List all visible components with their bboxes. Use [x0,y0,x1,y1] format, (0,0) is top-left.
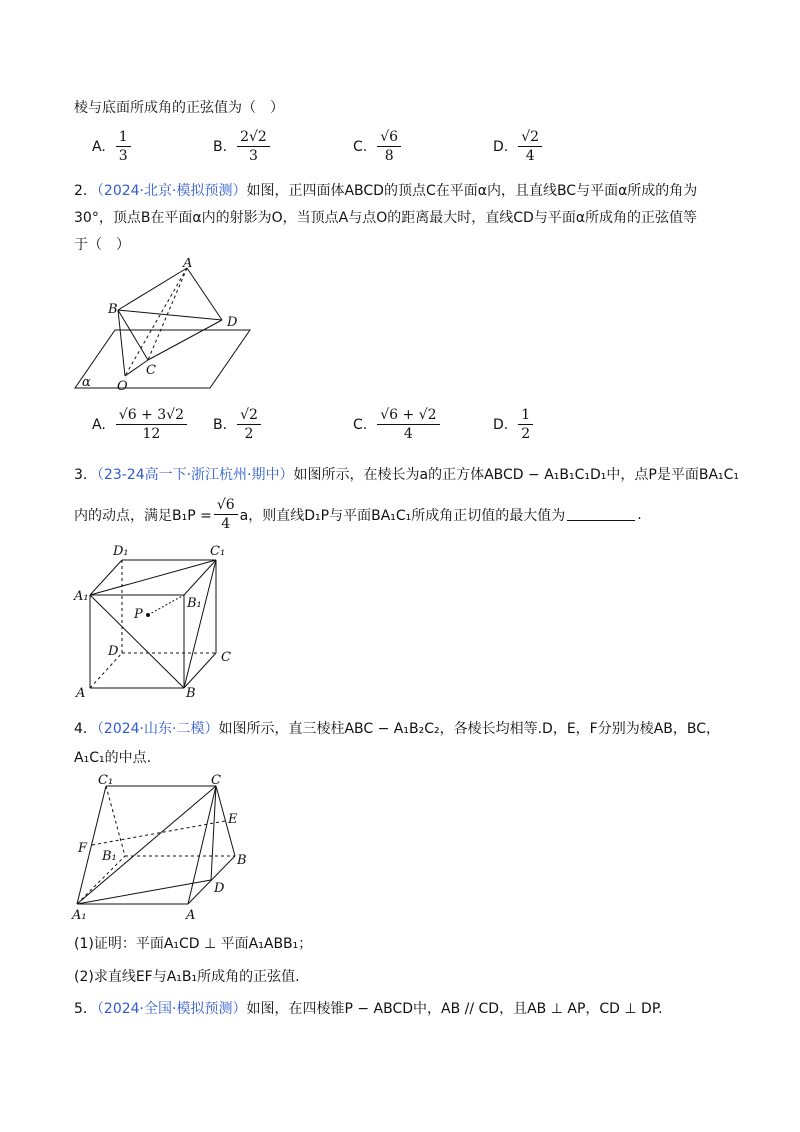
option-letter: B. [213,138,228,155]
q2-line1 [74,180,697,200]
denominator: 2 [244,426,254,442]
question-number: 3． [74,467,97,483]
question-text: 内的动点，满足B₁P = [74,507,212,524]
option-letter: C. [353,416,368,433]
option-fraction [237,128,270,165]
edge-ba [118,268,187,310]
numerator: √2 [237,406,261,425]
label-a: A [76,686,86,700]
question-source: （2024·北京·模拟预测） [96,183,247,199]
question-source: （2024·山东·二模） [96,721,219,737]
q1-option-d[interactable] [493,128,542,165]
question-number: 2． [74,183,97,199]
denominator: 4 [525,148,535,164]
option-fraction [237,406,261,443]
numerator: √6 + 3√2 [116,406,187,425]
label-c1: C₁ [98,773,114,788]
label-b: B [108,302,118,317]
numerator: √2 [518,128,542,147]
label-d: D [108,644,119,659]
question-number: 4． [74,721,97,737]
denominator: 4 [221,516,231,532]
label-a: A [183,258,193,271]
label-c: C [146,363,156,378]
edge-bd [118,310,222,320]
point-p [146,613,150,617]
q2-option-b[interactable] [213,406,261,443]
option-fraction [116,128,131,165]
edge-ac [148,268,187,360]
edge-ad [187,268,222,320]
denominator: 12 [142,426,161,442]
q1-stem-tail: 棱与底面所成角的正弦值为（ ） [74,100,284,116]
option-fraction [518,128,542,165]
option-letter: A. [92,138,106,155]
question-text: . [637,506,642,523]
label-c1: C₁ [210,544,226,559]
option-letter: C. [353,138,368,155]
option-fraction [377,406,439,443]
denominator: 3 [248,148,258,164]
edge-a1-d1 [90,560,122,595]
label-d1: D₁ [113,544,129,559]
denominator: 4 [403,426,413,442]
question-source: （2024·全国·模拟预测） [96,1001,247,1017]
numerator: √6 [214,496,238,515]
diagonal-a1-c1 [90,560,216,595]
label-d: D [214,881,225,896]
q2-option-d[interactable] [493,406,533,443]
segment-p-b1 [148,595,184,615]
denominator: 8 [384,148,394,164]
label-a1: A₁ [72,908,87,922]
option-fraction [116,406,187,443]
label-b: B [237,853,247,868]
edge-c1-b1 [106,786,125,856]
q1-option-a[interactable] [92,128,131,165]
option-fraction [377,128,401,165]
q3-line1 [74,464,739,484]
answer-blank[interactable] [567,508,635,521]
label-c: C [221,650,231,665]
plane-alpha [75,330,250,388]
segment-ao [125,268,187,376]
numerator: √6 [377,128,401,147]
numerator: √6 + √2 [377,406,439,425]
label-b1: B₁ [187,596,202,611]
denominator: 2 [521,426,531,442]
q3-line2 [74,496,642,533]
question-text: 如图，在四棱锥P − ABCD中，AB // CD，且AB ⊥ AP，CD ⊥ DP. [246,1001,663,1017]
q2-option-a[interactable] [92,406,187,443]
q3-cube-figure [70,540,250,700]
question-number: 5． [74,1001,97,1017]
option-letter: D. [493,138,509,155]
numerator: 1 [116,128,131,147]
q2-tetrahedron-figure [70,258,270,398]
question-text: 如图所示，在棱长为a的正方体ABCD − A₁B₁C₁D₁中，点P是平面BA₁C₁ [293,467,740,483]
label-c: C [211,773,221,788]
numerator: 1 [518,406,533,425]
label-e: E [228,812,238,827]
label-d: D [227,315,238,330]
option-fraction [518,406,533,443]
q5-line1 [74,998,663,1018]
denominator: 3 [118,148,128,164]
q2-line3: 于（ ） [74,237,130,253]
q2-line2: 30°，顶点B在平面α内的射影为O，当顶点A与点O的距离最大时，直线CD与平面α所成角的正弦值等 [74,210,698,226]
diagonal-c1-b [184,560,216,688]
segment-d-c [211,786,216,880]
edge-cd [148,320,222,360]
q2-option-c[interactable] [353,406,440,443]
label-b1: B₁ [102,849,117,864]
option-letter: A. [92,416,106,433]
question-text: 如图所示，直三棱柱ABC − A₁B₂C₂，各棱长均相等.D，E，F分别为棱AB，BC， [218,721,721,737]
label-a1: A₁ [74,589,89,604]
q1-option-b[interactable] [213,128,270,165]
question-source: （23-24高一下·浙江杭州·期中） [96,467,294,483]
option-letter: D. [493,416,509,433]
q4-part2: (2)求直线EF与A₁B₁所成角的正弦值. [74,969,300,985]
q4-line2: A₁C₁的中点. [74,750,152,766]
segment-oc [125,360,148,376]
label-o: O [117,379,128,394]
question-text: a，则直线D₁P与平面BA₁C₁所成角正切值的最大值为 [239,507,566,524]
label-b: B [186,686,196,700]
label-a: A [186,908,196,922]
label-p: P [134,607,143,622]
edge-a-c [188,786,216,904]
q4-part1: (1)证明：平面A₁CD ⊥ 平面A₁ABB₁； [74,936,313,952]
numerator: 2√2 [237,128,270,147]
q4-line1 [74,718,720,738]
question-text: 如图，正四面体ABCD的顶点C在平面α内，且直线BC与平面α所成的角为 [246,183,698,199]
q4-prism-figure [70,772,260,922]
q1-option-c[interactable] [353,128,401,165]
option-letter: B. [213,416,228,433]
label-f: F [78,841,88,856]
distance-fraction [214,496,238,533]
label-alpha: α [82,375,91,390]
diagonal-a1-c [77,786,216,904]
